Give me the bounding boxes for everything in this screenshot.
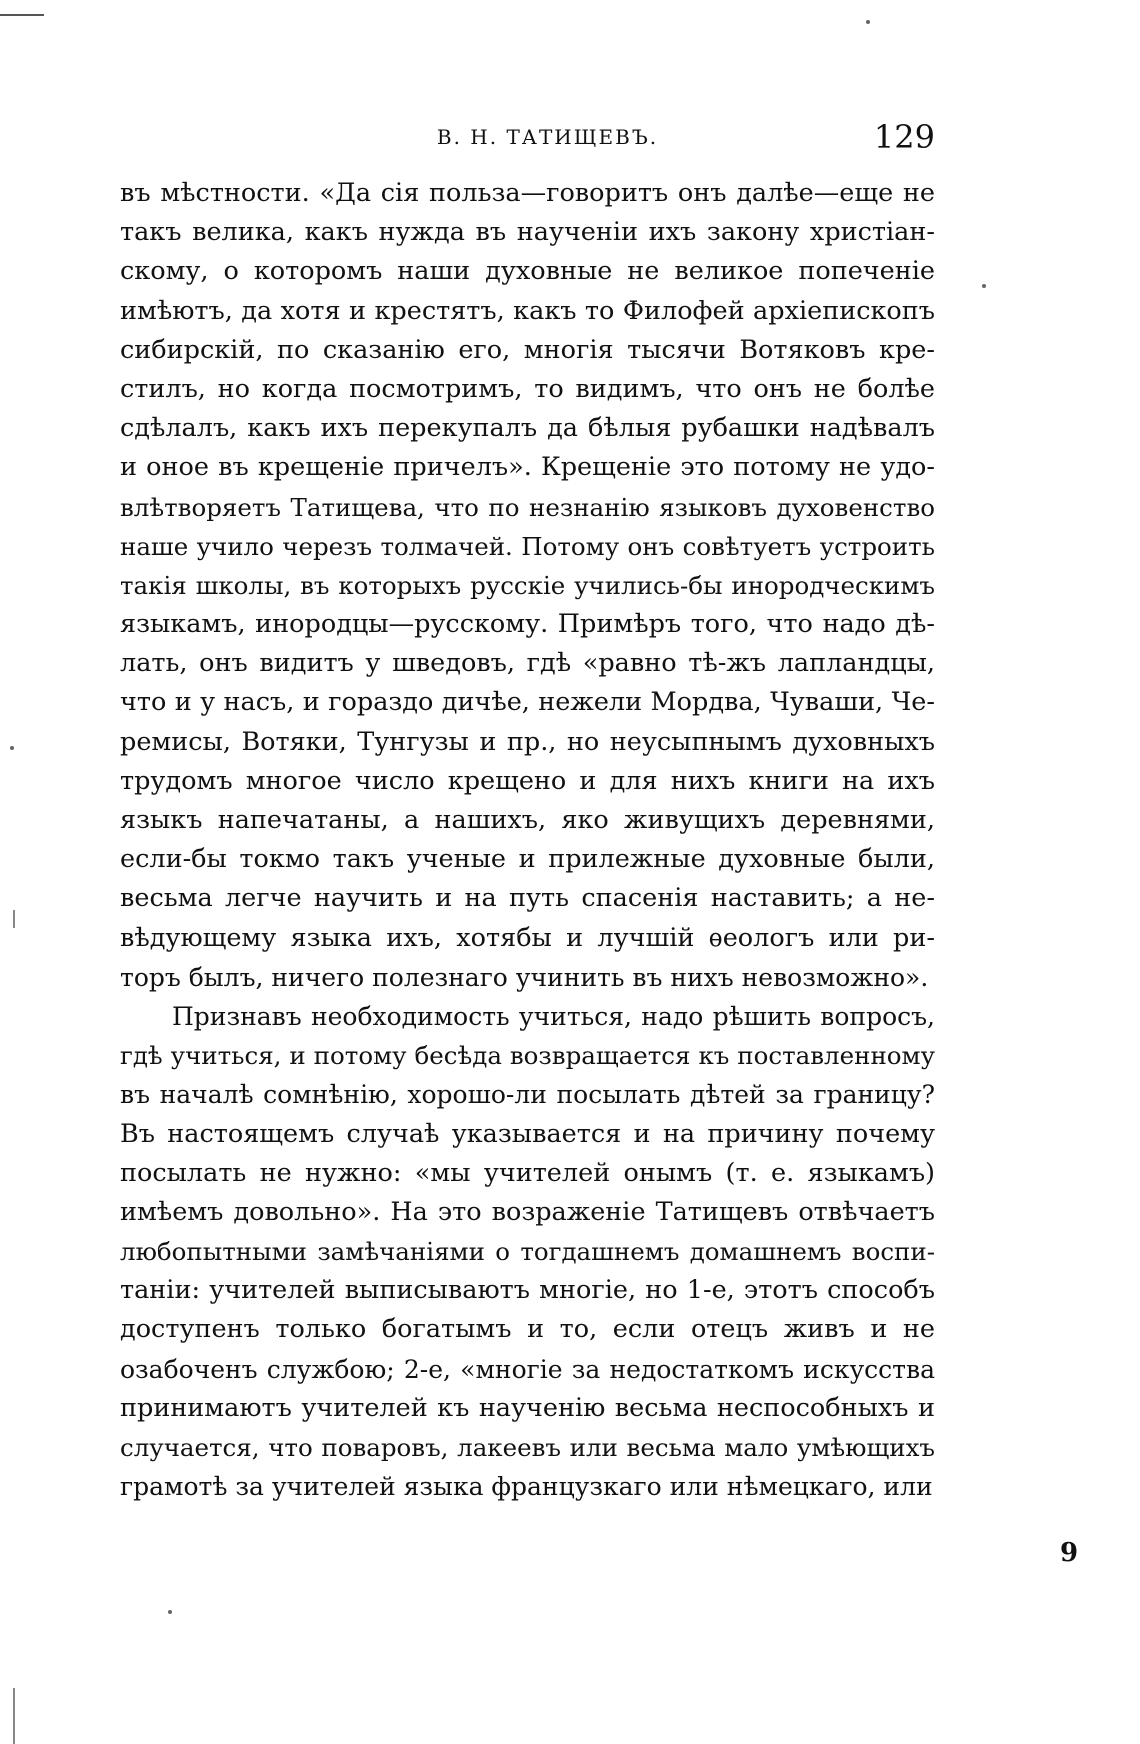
text-line: если-бы токмо такъ ученые и прилежные духовные были, xyxy=(120,844,935,875)
scan-edge-rule xyxy=(0,14,44,16)
text-line: въ началѣ сомнѣнію, хорошо-ли посылать дѣтей за границу? xyxy=(120,1080,935,1110)
text-line: грамотѣ за учителей языка французкаго или нѣмецкаго, или xyxy=(120,1472,933,1502)
running-head: В. Н. ТАТИЩЕВЪ. xyxy=(436,125,659,149)
scan-margin-mark xyxy=(13,910,15,928)
page-number: 129 xyxy=(873,118,935,156)
text-line: что и у насъ, и гораздо дичѣе, нежели Мордва, Чуваши, Че- xyxy=(120,687,935,718)
text-line: скому, о которомъ наши духовные не великое попеченіе xyxy=(120,256,935,287)
text-line: сибирскій, по сказанію его, многія тысячи Вотяковъ кре- xyxy=(120,334,935,365)
text-line: такія школы, въ которыхъ русскіе учились-бы инородческимъ xyxy=(120,570,935,600)
text-line: гдѣ учиться, и потому бесѣда возвращается къ поставленному xyxy=(120,1041,935,1071)
text-line: Признавъ необходимость учиться, надо рѣшить вопросъ, xyxy=(172,1001,935,1031)
text-line: доступенъ только богатымъ и то, если отецъ живъ и не xyxy=(120,1314,935,1345)
scan-speck xyxy=(168,1610,172,1614)
text-line: такъ велика, какъ нужда въ наученіи ихъ закону христіан- xyxy=(120,217,935,248)
scan-margin-mark xyxy=(13,1688,15,1744)
text-line: принимаютъ учителей къ наученію весьма неспособныхъ и xyxy=(120,1392,935,1423)
text-line: стилъ, но когда посмотримъ, то видимъ, что онъ не болѣе xyxy=(120,373,935,404)
paragraph-1 xyxy=(120,174,935,997)
text-line: и оное въ крещеніе причелъ». Крещеніе это потому не удо- xyxy=(120,452,935,483)
text-line: наше учило черезъ толмачей. Потому онъ совѣтуетъ устроить xyxy=(120,531,935,561)
text-line: ремисы, Вотяки, Тунгузы и пр., но неусыпнымъ духовныхъ xyxy=(120,726,935,757)
text-line: случается, что поваровъ, лакеевъ или весьма мало умѣющихъ xyxy=(120,1433,935,1462)
page-header xyxy=(120,118,935,158)
text-line: озабоченъ службою; 2-е, «многіе за недостаткомъ искусства xyxy=(120,1354,935,1384)
paragraph-2 xyxy=(120,997,935,1506)
text-line: любопытными замѣчаніями о тогдашнемъ домашнемъ воспи- xyxy=(120,1237,935,1267)
text-line: торъ былъ, ничего полезнаго учинить въ нихъ невозможно». xyxy=(120,962,929,992)
text-line: въ мѣстности. «Да сія польза—говоритъ онъ далѣе—еще не xyxy=(120,178,935,208)
scan-speck xyxy=(866,20,870,24)
text-line: вѣдующему языка ихъ, хотябы и лучшій ѳеологъ или ри- xyxy=(120,922,935,953)
text-line: таніи: учителей выписываютъ многіе, но 1-е, этотъ способъ xyxy=(120,1275,935,1306)
text-line: посылать не нужно: «мы учителей онымъ (т. е. языкамъ) xyxy=(120,1157,935,1188)
scan-speck xyxy=(10,746,14,750)
scan-speck xyxy=(982,284,986,288)
text-line: Въ настоящемъ случаѣ указывается и на причину почему xyxy=(120,1118,935,1149)
text-line: трудомъ многое число крещено и для нихъ книги на ихъ xyxy=(120,765,935,796)
signature-mark: 9 xyxy=(1060,1538,1079,1568)
body-text xyxy=(120,174,935,1506)
text-line: влѣтворяетъ Татищева, что по незнанію языковъ духовенство xyxy=(120,492,935,522)
text-line: сдѣлалъ, какъ ихъ перекупалъ да бѣлыя рубашки надѣвалъ xyxy=(120,413,935,444)
text-line: языкъ напечатаны, а нашихъ, яко живущихъ деревнями, xyxy=(120,805,935,835)
text-line: имѣютъ, да хотя и крестятъ, какъ то Филофей архіепископъ xyxy=(120,295,935,326)
text-line: языкамъ, инородцы—русскому. Примѣръ того, что надо дѣ- xyxy=(120,609,935,640)
text-line: лать, онъ видитъ у шведовъ, гдѣ «равно тѣ-жъ лапландцы, xyxy=(120,648,935,679)
text-line: весьма легче научить и на путь спасенія наставить; а не- xyxy=(120,883,935,914)
text-line: имѣемъ довольно». На это возраженіе Татищевъ отвѣчаетъ xyxy=(120,1196,935,1227)
